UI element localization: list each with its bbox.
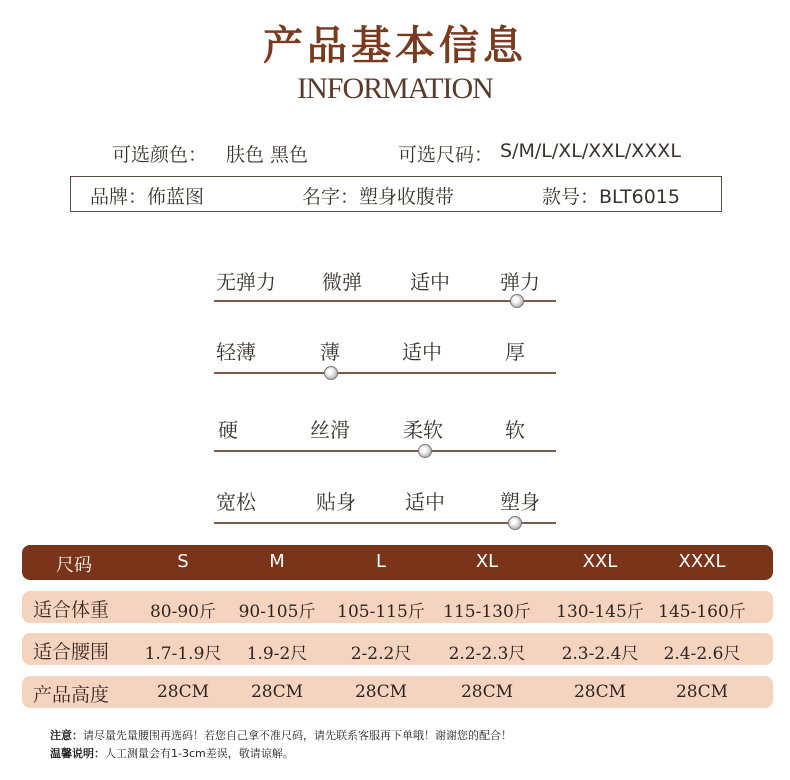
size-row-1-cell-2: 90-105斤 (238, 602, 316, 622)
size-row-2-cell-1: 1.7-1.9尺 (144, 644, 222, 664)
scale-2-label-3: 适中 (402, 340, 442, 364)
color-label: 可选颜色： (112, 144, 208, 166)
size-row-1-label: 适合体重 (33, 599, 110, 621)
page-title: 产品基本信息 (263, 22, 527, 69)
size-header-3: M (269, 551, 285, 572)
scale-2-label-4: 厚 (505, 340, 525, 364)
size-row-3-cell-6: 28CM (675, 682, 729, 702)
scale-3-label-4: 软 (505, 418, 525, 442)
size-row-3-cell-5: 28CM (573, 682, 627, 702)
scale-1-marker (510, 294, 524, 308)
size-header-5: XL (475, 551, 499, 572)
scale-3-marker (418, 444, 432, 458)
size-row-2-cell-4: 2.2-2.3尺 (448, 644, 526, 664)
size-row-1-cell-3: 105-115斤 (337, 602, 425, 622)
scale-2-marker (324, 366, 338, 380)
size-values: S/M/L/XL/XXL/XXXL (500, 140, 681, 162)
size-row-2-cell-6: 2.4-2.6尺 (663, 644, 741, 664)
note-2-text: 人工测量会有1-3cm差误，敬请谅解。 (105, 747, 294, 760)
note-line-1 (50, 727, 512, 743)
size-row-2-cell-3: 2-2.2尺 (350, 644, 412, 664)
model-number-text: 款号：BLT6015 (542, 186, 680, 208)
scale-2-label-1: 轻薄 (216, 340, 256, 364)
scale-2-label-2: 薄 (320, 340, 340, 364)
size-row-1-cell-5: 130-145斤 (556, 602, 644, 622)
size-row-3-cell-1: 28CM (156, 682, 210, 702)
scale-2-track (214, 372, 556, 374)
size-row-3-cell-4: 28CM (460, 682, 514, 702)
scale-1-label-1: 无弹力 (216, 270, 276, 294)
size-row-3-cell-2: 28CM (250, 682, 304, 702)
size-row-1-cell-6: 145-160斤 (658, 602, 746, 622)
scale-1-label-2: 微弹 (322, 270, 362, 294)
size-row-3-label: 产品高度 (33, 684, 110, 706)
scale-4-label-2: 贴身 (316, 490, 356, 514)
scale-1-label-3: 适中 (410, 270, 450, 294)
scale-3-label-1: 硬 (218, 418, 238, 442)
scale-4-label-3: 适中 (405, 490, 445, 514)
size-row-2-cell-5: 2.3-2.4尺 (561, 644, 639, 664)
scale-3-label-2: 丝滑 (310, 418, 350, 442)
note-1-text: 请尽量先量腰围再选码！若您自己拿不准尺码，请先联系客服再下单哦！谢谢您的配合！ (83, 729, 512, 742)
product-name-text: 名字：塑身收腹带 (302, 186, 455, 208)
scale-4-label-4: 塑身 (500, 490, 540, 514)
scale-4-track (214, 522, 556, 524)
size-header-7: XXXL (678, 551, 726, 572)
scale-3-track (214, 450, 556, 452)
note-1-label: 注意： (50, 729, 83, 742)
size-header-2: S (177, 551, 189, 572)
scale-3-label-3: 柔软 (403, 418, 443, 442)
page-subtitle: INFORMATION (297, 72, 493, 105)
size-row-2-label: 适合腰围 (33, 641, 110, 663)
size-row-3-cell-3: 28CM (354, 682, 408, 702)
size-label: 可选尺码： (398, 144, 494, 166)
scale-4-marker (508, 516, 522, 530)
color-values: 肤色 黑色 (226, 144, 309, 166)
scale-4-label-1: 宽松 (216, 490, 256, 514)
note-line-2 (50, 745, 294, 761)
brand-text: 品牌：佈蓝图 (90, 186, 205, 208)
note-2-label: 温馨说明： (50, 747, 105, 760)
size-header-1: 尺码 (56, 555, 92, 576)
size-row-1-cell-1: 80-90斤 (149, 602, 216, 622)
size-row-1-cell-4: 115-130斤 (443, 602, 531, 622)
size-header-6: XXL (582, 551, 618, 572)
size-row-2-cell-2: 1.9-2尺 (246, 644, 308, 664)
scale-1-track (214, 300, 556, 302)
scale-1-label-4: 弹力 (500, 270, 540, 294)
size-header-4: L (375, 551, 387, 572)
